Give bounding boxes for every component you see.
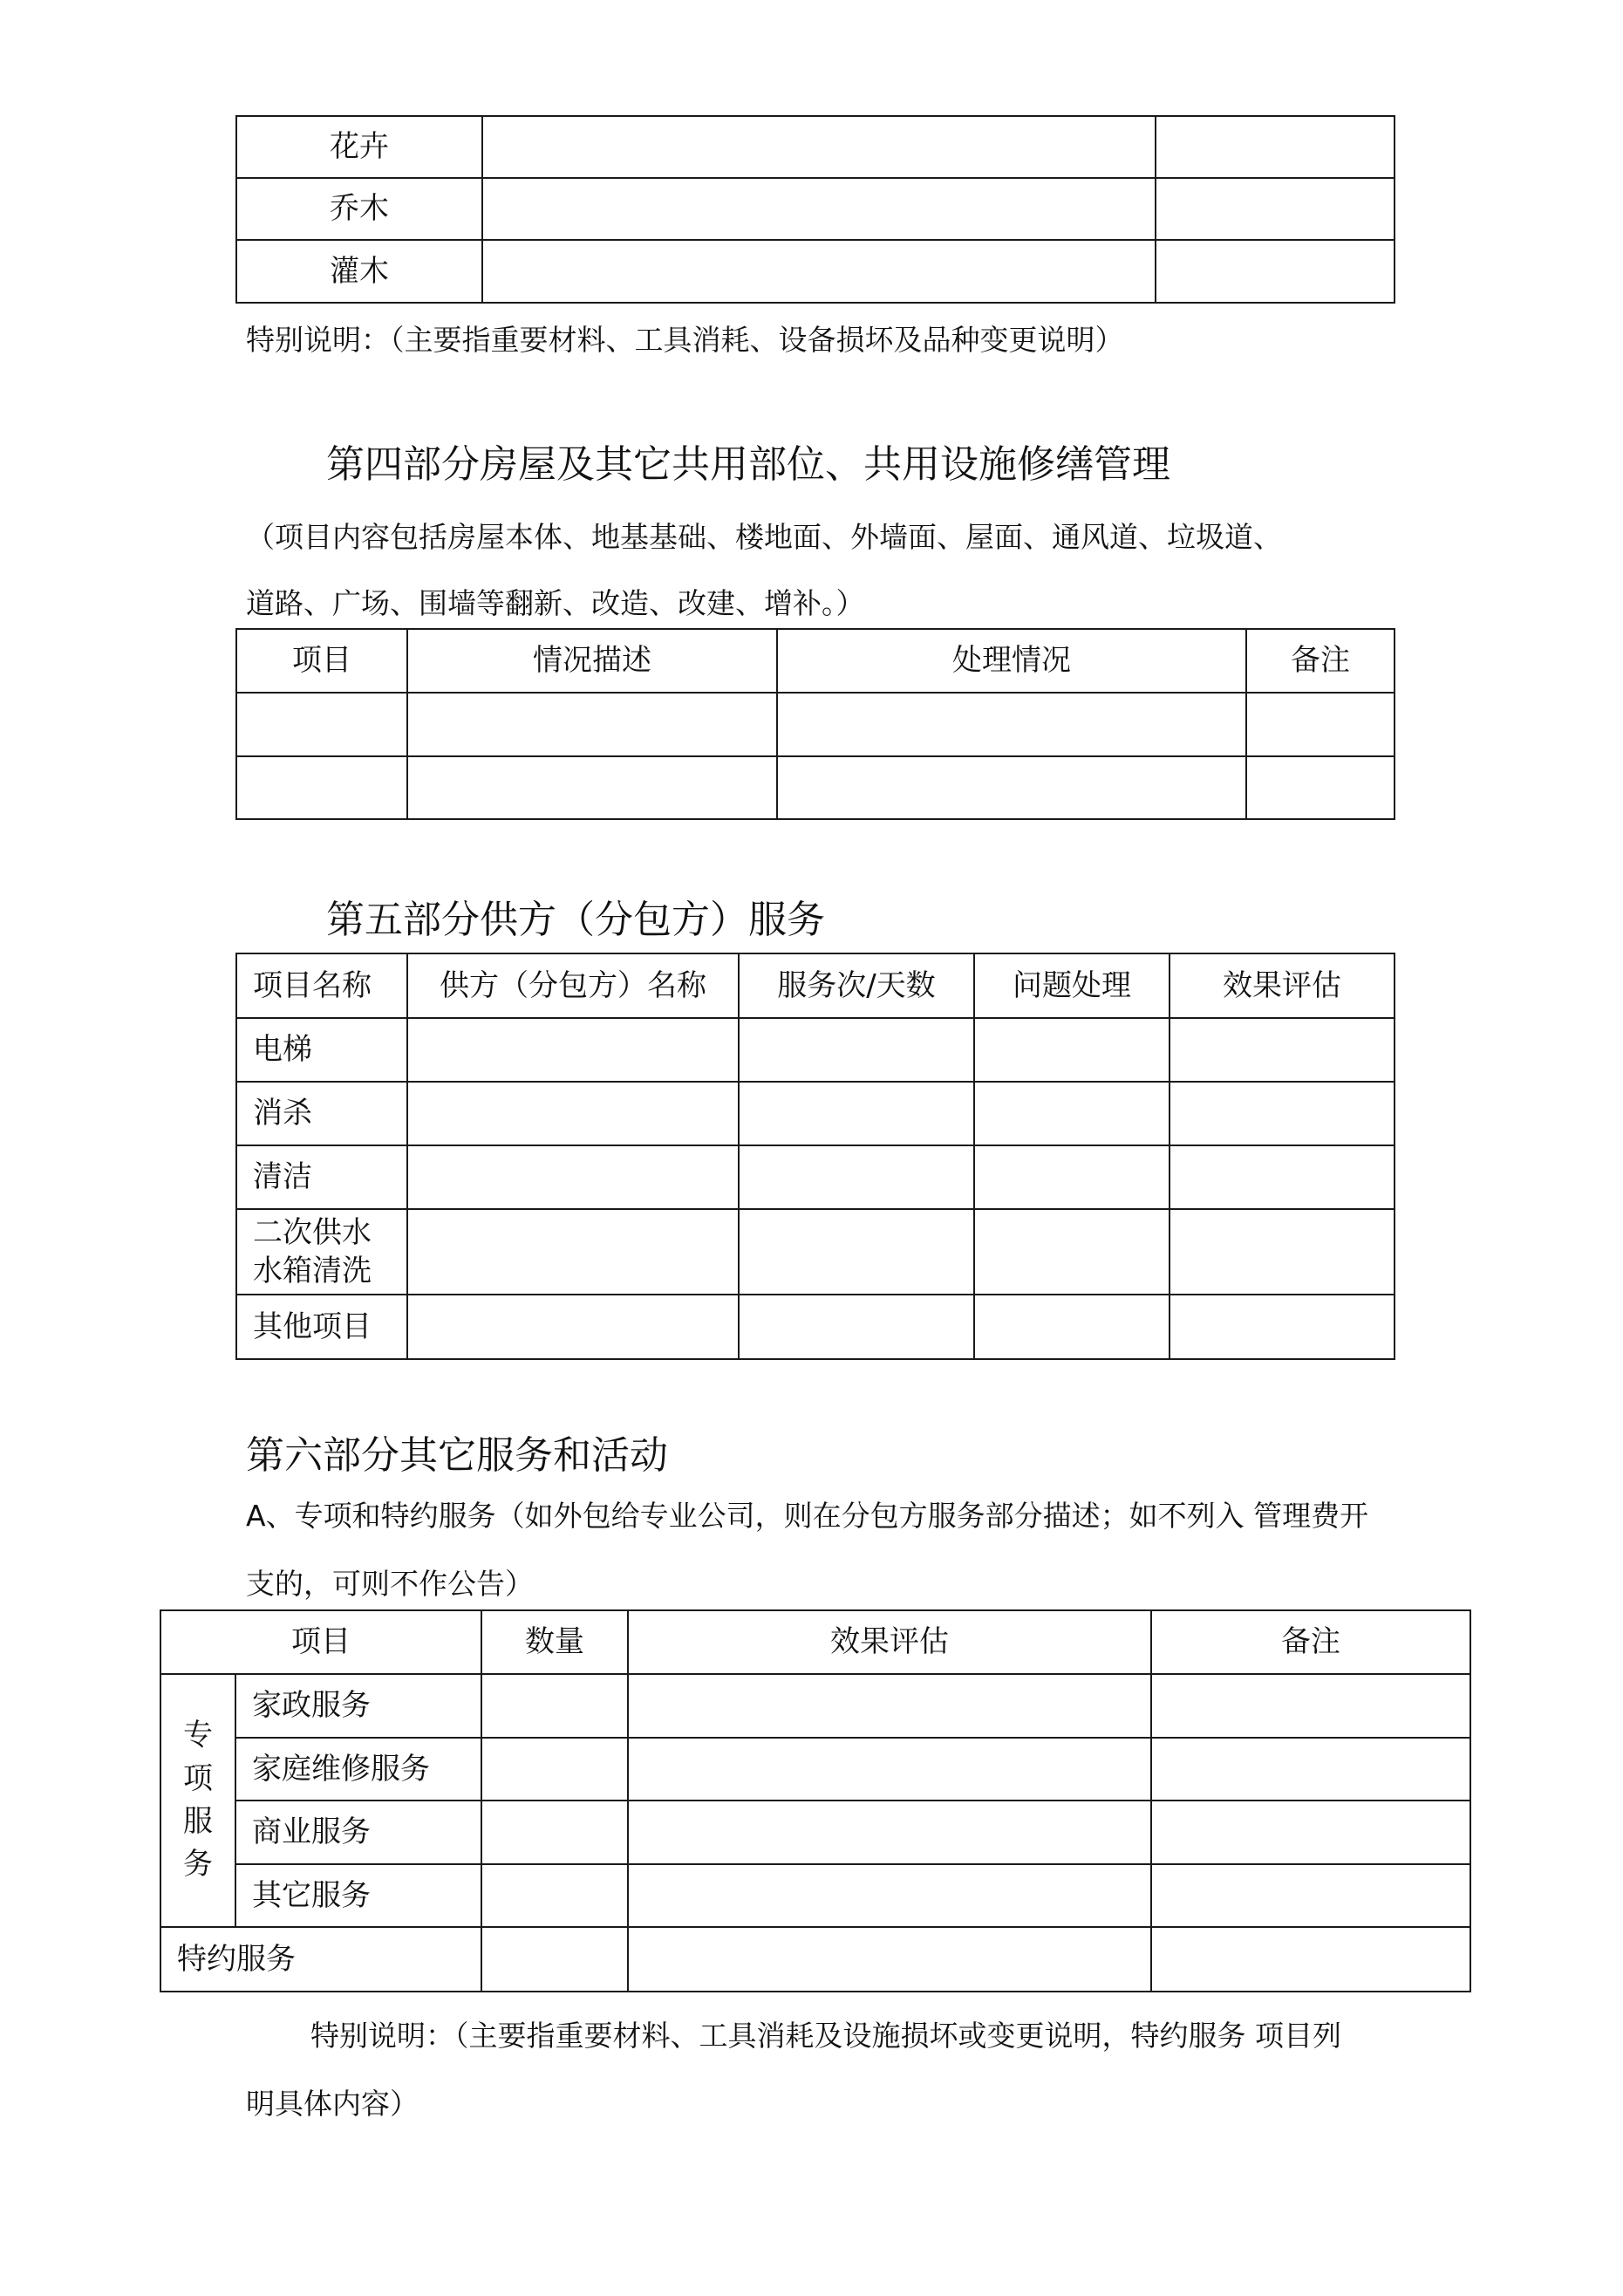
part5-header: 项目名称 [236,953,407,1018]
part6-cell[interactable] [481,1864,628,1927]
part5-row-label: 其他项目 [236,1295,407,1359]
part4-desc-line2: 道路、广场、围墙等翻新、改造、改建、增补。） [246,586,865,620]
part4-cell[interactable] [236,756,407,819]
greening-row-label: 花卉 [236,116,482,178]
part5-cell[interactable] [974,1018,1170,1082]
part6-cell[interactable] [628,1801,1151,1864]
part5-header: 供方（分包方）名称 [407,953,739,1018]
part6-cell[interactable] [628,1864,1151,1927]
greening-cell[interactable] [1156,178,1395,240]
part6-cell[interactable] [481,1738,628,1801]
part6-cell[interactable] [1151,1927,1470,1992]
part4-cell[interactable] [407,693,777,756]
part5-cell[interactable] [407,1145,739,1209]
part6-item-label: 商业服务 [235,1801,481,1864]
part6-item-label: 其它服务 [235,1864,481,1927]
part6-item-label: 家政服务 [235,1674,481,1738]
part5-row-label: 电梯 [236,1018,407,1082]
greening-cell[interactable] [482,116,1156,178]
part6-cell[interactable] [628,1738,1151,1801]
part5-table [235,953,1395,1360]
part6-note-line1: 特别说明：（主要指重要材料、工具消耗及设施损坏或变更说明，特约服务 项目列 [310,2019,1341,2053]
part6-cell[interactable] [1151,1674,1470,1738]
part6-note-line2: 明具体内容） [246,2087,419,2121]
part4-cell[interactable] [777,756,1246,819]
part4-cell[interactable] [407,756,777,819]
part5-row-label: 消杀 [236,1082,407,1145]
part4-header: 处理情况 [777,629,1246,693]
part5-cell[interactable] [739,1209,974,1295]
part4-cell[interactable] [777,693,1246,756]
part4-header: 备注 [1246,629,1395,693]
part6-cell[interactable] [628,1674,1151,1738]
part5-title: 第五部分供方（分包方）服务 [326,898,825,942]
part5-cell[interactable] [1170,1295,1395,1359]
part6-cell[interactable] [1151,1801,1470,1864]
part6-table [160,1609,1471,1992]
greening-cell[interactable] [482,178,1156,240]
part5-cell[interactable] [739,1018,974,1082]
part4-cell[interactable] [1246,756,1395,819]
part4-header: 项目 [236,629,407,693]
part5-cell[interactable] [739,1082,974,1145]
part6-cell[interactable] [628,1927,1151,1992]
group-label-char: 服 [183,1804,213,1839]
part6-cell[interactable] [481,1801,628,1864]
part5-cell[interactable] [974,1082,1170,1145]
part5-cell[interactable] [407,1295,739,1359]
part5-header: 效果评估 [1170,953,1395,1018]
part6-header: 项目 [160,1610,481,1674]
part4-cell[interactable] [236,693,407,756]
greening-cell[interactable] [1156,116,1395,178]
group-label-char: 务 [183,1847,213,1883]
part6-item-label: 家庭维修服务 [235,1738,481,1801]
part6-cell[interactable] [1151,1864,1470,1927]
part5-cell[interactable] [407,1082,739,1145]
part5-row-label-line: 二次供水 [253,1214,372,1250]
greening-cell[interactable] [482,240,1156,303]
part4-table [235,628,1395,820]
part5-row-label-multiline [236,1209,407,1295]
part5-cell[interactable] [1170,1018,1395,1082]
part6-title: 第六部分其它服务和活动 [246,1433,668,1478]
part5-cell[interactable] [739,1145,974,1209]
part6-header: 数量 [481,1610,628,1674]
part5-cell[interactable] [1170,1209,1395,1295]
greening-row-label: 灌木 [236,240,482,303]
group-label-char: 项 [183,1760,213,1796]
part5-header: 服务次/天数 [739,953,974,1018]
part4-cell[interactable] [1246,693,1395,756]
part6-cell[interactable] [481,1927,628,1992]
part4-title: 第四部分房屋及其它共用部位、共用设施修缮管理 [326,442,1170,487]
group-label-char: 专 [183,1718,213,1753]
greening-table [235,115,1395,304]
part6-header: 效果评估 [628,1610,1151,1674]
part6-special-label: 特约服务 [160,1927,481,1992]
special-service-group-label [160,1674,235,1927]
greening-row-label: 乔木 [236,178,482,240]
part5-cell[interactable] [407,1018,739,1082]
part6-cell[interactable] [1151,1738,1470,1801]
part6-header: 备注 [1151,1610,1470,1674]
part4-desc-line1: （项目内容包括房屋本体、地基基础、楼地面、外墙面、屋面、通风道、垃圾道、 [246,520,1282,554]
greening-note: 特别说明：（主要指重要材料、工具消耗、设备损坏及品种变更说明） [246,323,1124,357]
part5-cell[interactable] [407,1209,739,1295]
part4-header: 情况描述 [407,629,777,693]
part5-row-label-line: 水箱清洗 [253,1254,372,1288]
part5-cell[interactable] [1170,1082,1395,1145]
part6-desc-line2: 支的，可则不作公告） [246,1567,534,1601]
part6-cell[interactable] [481,1674,628,1738]
part5-header: 问题处理 [974,953,1170,1018]
part5-row-label: 清洁 [236,1145,407,1209]
part5-cell[interactable] [1170,1145,1395,1209]
part6-desc-line1: A、专项和特约服务（如外包给专业公司，则在分包方服务部分描述；如不列入 管理费开 [246,1499,1369,1533]
greening-cell[interactable] [1156,240,1395,303]
part5-cell[interactable] [974,1295,1170,1359]
part5-cell[interactable] [974,1145,1170,1209]
part5-cell[interactable] [974,1209,1170,1295]
part5-cell[interactable] [739,1295,974,1359]
